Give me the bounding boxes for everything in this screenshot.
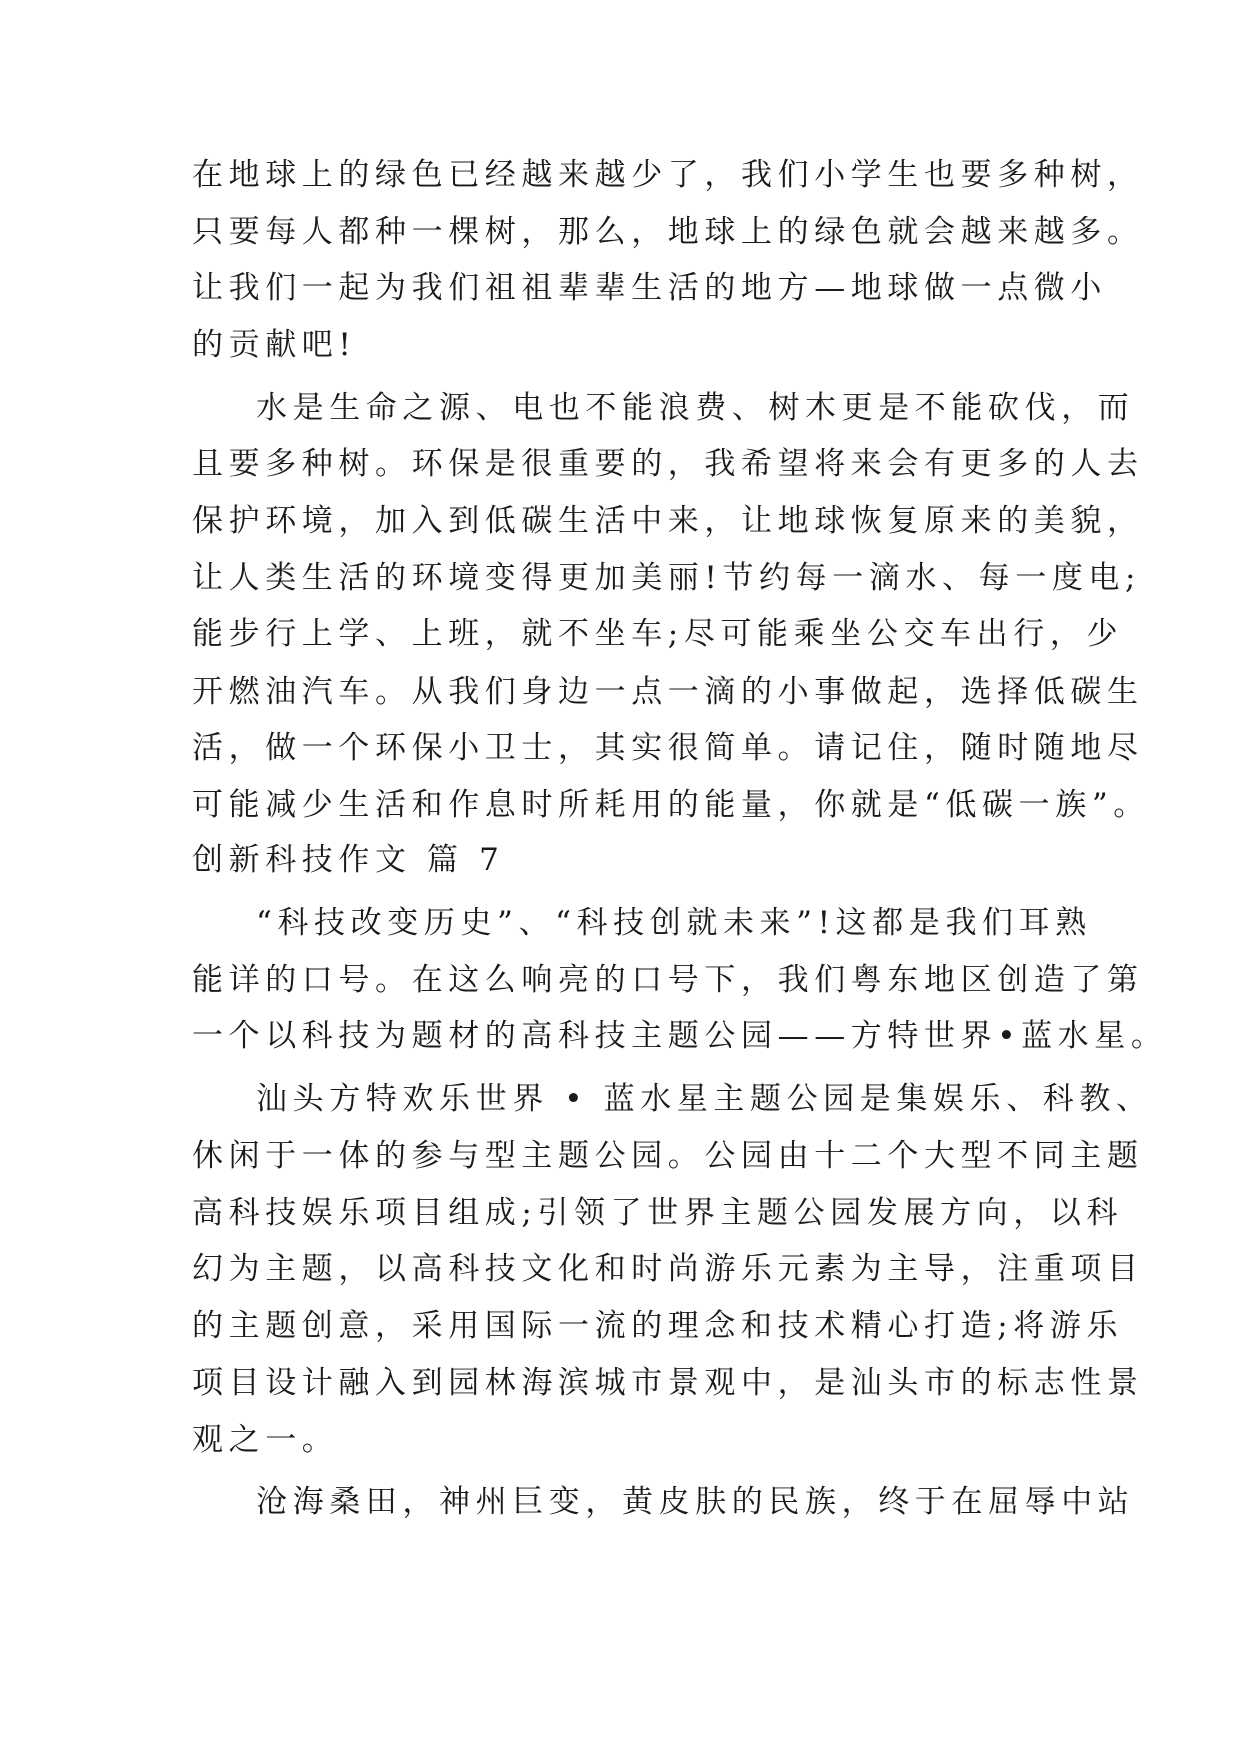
section-heading: 创新科技作文 篇 7 [192, 842, 505, 878]
text-line: 活，做一个环保小卫士，其实很简单。请记住，随时随地尽 [192, 730, 1144, 766]
text-line: 只要每人都种一棵树，那么，地球上的绿色就会越来越多。 [192, 214, 1144, 250]
text-line: 让我们一起为我们祖祖辈辈生活的地方—地球做一点微小 [192, 270, 1107, 306]
text-line: 保护环境，加入到低碳生活中来，让地球恢复原来的美貌， [192, 503, 1144, 539]
text-line: 高科技娱乐项目组成;引领了世界主题公园发展方向，以科 [192, 1195, 1124, 1231]
text-line: “科技改变历史”、“科技创就未来”!这都是我们耳熟 [256, 905, 1092, 941]
text-line: 一个以科技为题材的高科技主题公园——方特世界•蓝水星。 [192, 1018, 1168, 1054]
text-line: 的贡献吧! [192, 327, 357, 363]
text-line: 水是生命之源、电也不能浪费、树木更是不能砍伐，而 [256, 390, 1135, 426]
text-line: 的主题创意，采用国际一流的理念和技术精心打造;将游乐 [192, 1308, 1124, 1344]
text-line: 观之一。 [192, 1422, 339, 1458]
text-line: 休闲于一体的参与型主题公园。公园由十二个大型不同主题 [192, 1138, 1144, 1174]
text-line: 项目设计融入到园林海滨城市景观中，是汕头市的标志性景 [192, 1365, 1144, 1401]
text-line: 开燃油汽车。从我们身边一点一滴的小事做起，选择低碳生 [192, 674, 1144, 710]
text-line: 在地球上的绿色已经越来越少了，我们小学生也要多种树， [192, 157, 1144, 193]
text-line: 能详的口号。在这么响亮的口号下，我们粤东地区创造了第 [192, 962, 1144, 998]
text-line: 可能减少生活和作息时所耗用的能量，你就是“低碳一族”。 [192, 787, 1150, 823]
text-line: 让人类生活的环境变得更加美丽!节约每一滴水、每一度电; [192, 560, 1142, 596]
text-line: 且要多种树。环保是很重要的，我希望将来会有更多的人去 [192, 446, 1144, 482]
text-line: 能步行上学、上班，就不坐车;尽可能乘坐公交车出行，少 [192, 616, 1124, 652]
text-line: 幻为主题，以高科技文化和时尚游乐元素为主导，注重项目 [192, 1251, 1144, 1287]
text-line: 沧海桑田，神州巨变，黄皮肤的民族，终于在屈辱中站 [256, 1484, 1135, 1520]
text-line: 汕头方特欢乐世界 • 蓝水星主题公园是集娱乐、科教、 [256, 1081, 1153, 1117]
